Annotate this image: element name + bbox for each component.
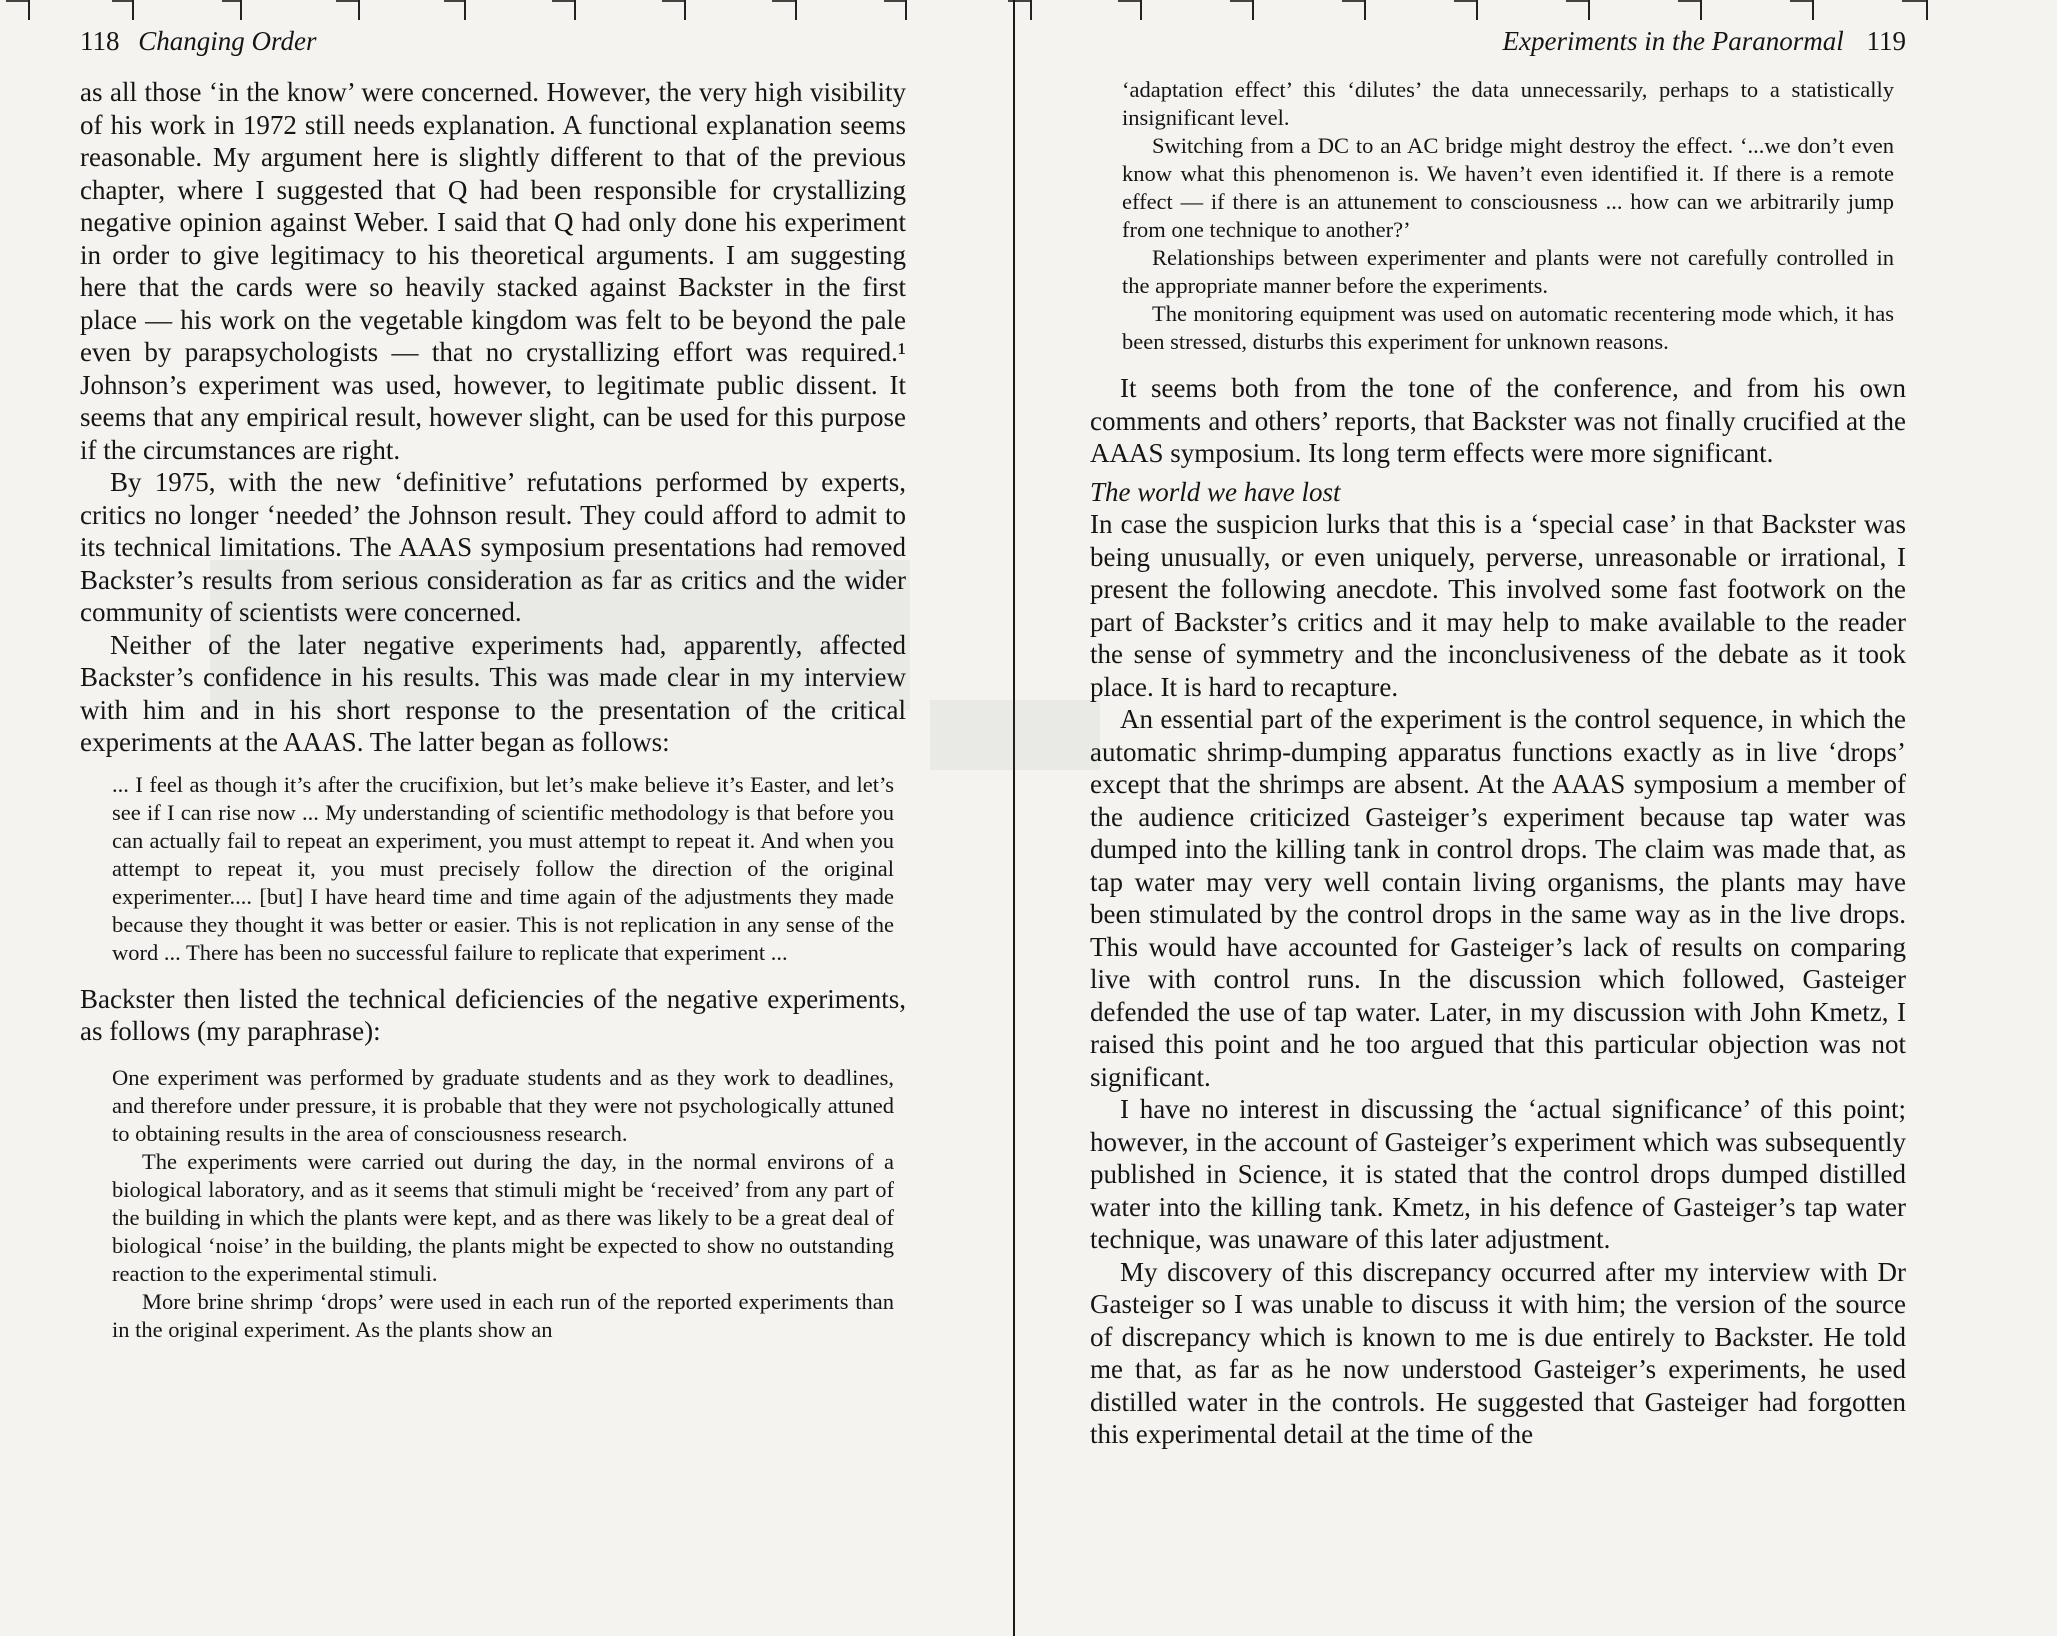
right-page-body [1090,76,1906,1451]
deficiency-list [80,1064,906,1344]
right-page [1090,26,1906,1451]
running-head-title: Changing Order [138,26,317,56]
page-number: 118 [80,26,120,56]
binding-marks [0,0,2057,22]
deficiency-list-continued [1090,76,1906,356]
body-paragraph: In case the suspicion lurks that this is a ‘special case’ in that Backster was being unusually, or even uniquely, perverse, unreasonable or irrational, I present the following anecdote. This involved some fast footwork on the part of Backster’s critics and it may help to make available to the reader the sense of symmetry and the inconclusiveness of the debate as it took place. It is hard to recapture. [1090,509,1906,702]
body-paragraph: By 1975, with the new ‘definitive’ refutations performed by experts, critics no longer ‘needed’ the Johnson result. They could afford to admit to its technical limitations. The AAAS symposium presentations had removed Backster’s results from serious consideration as far as critics and the wider community of scientists were concerned. [80,467,906,627]
body-paragraph: Neither of the later negative experiments had, apparently, affected Backster’s confidence in his results. This was made clear in my interview with him and in his short response to the presentation of the critical experiments at the AAAS. The latter began as follows: [80,629,906,757]
left-page [80,26,906,1344]
body-paragraph: as all those ‘in the know’ were concerned. However, the very high visibility of his work in 1972 still needs explanation. A functional explanation seems reasonable. My argument here is slightly different to that of the previous chapter, where I suggested that Q had been responsible for crystallizing negative opinion against Weber. I said that Q had only done his experiment in order to give legitimacy to his theoretical arguments. I am suggesting here that the cards were so heavily stacked against Backster in the first place — his work on the vegetable kingdom was felt to be beyond the pale even by parapsychologists — that no crystallizing effort was required.¹ Johnson’s experiment was used, however, to legitimate public dissent. It seems that any empirical result, however slight, can be used for this purpose if the circumstances are right. [80,77,906,465]
body-paragraph: Backster then listed the technical deficiencies of the negative experiments, as follows (my paraphrase): [80,983,906,1046]
bleed-through-shadow [930,700,1100,770]
quote-paragraph: One experiment was performed by graduate students and as they work to deadlines, and therefore under pressure, it is probable that they were not psychologically attuned to obtaining results in the area of consciousness research. [112,1064,894,1146]
body-paragraph: It seems both from the tone of the conference, and from his own comments and others’ reports, that Backster was not finally crucified at the AAAS symposium. Its long term effects were more significant. [1090,373,1906,468]
running-head-title: Experiments in the Paranormal [1502,26,1844,56]
quote-paragraph: ‘adaptation effect’ this ‘dilutes’ the data unnecessarily, perhaps to a statistically insignificant level. [1122,77,1894,130]
running-head [80,26,906,66]
body-paragraph: My discovery of this discrepancy occurred after my interview with Dr Gasteiger so I was unable to discuss it with him; the version of the source of discrepancy which is known to me is due entirely to Backster. He told me that, as far as he now understood Gasteiger’s experiments, he used distilled water in the controls. He suggested that Gasteiger had forgotten this experimental detail at the time of the [1090,1256,1906,1449]
left-page-body [80,76,906,1344]
section-subheading: The world we have lost [1090,476,1341,507]
quote-paragraph: The experiments were carried out during the day, in the normal environs of a biological laboratory, and as it seems that stimuli might be ‘received’ from any part of the building in which the plants were kept, and as there was likely to be a great deal of biological ‘noise’ in the building, the plants might be expected to show no outstanding reaction to the experimental stimuli. [112,1148,894,1286]
quote-paragraph: ... I feel as though it’s after the crucifixion, but let’s make believe it’s Easter, and let’s see if I can rise now ... My understanding of scientific methodology is that before you can actually fail to repeat an experiment, you must attempt to repeat it. And when you attempt to repeat it, you must precisely follow the direction of the original experimenter.... [but] I have heard time and time again of the adjustments they made because they thought it was better or easier. This is not replication in any sense of the word ... There has been no successful failure to replicate that experiment ... [112,771,894,965]
quote-paragraph: Relationships between experimenter and plants were not carefully controlled in the appropriate manner before the experiments. [1122,245,1894,298]
book-gutter [1013,0,1015,1636]
quote-paragraph: More brine shrimp ‘drops’ were used in each run of the reported experiments than in the original experiment. As the plants show an [112,1288,894,1342]
body-paragraph: An essential part of the experiment is the control sequence, in which the automatic shrimp-dumping apparatus functions exactly as in live ‘drops’ except that the shrimps are absent. At the AAAS symposium a member of the audience criticized Gasteiger’s experiment because tap water was dumped into the killing tank in control drops. The claim was made that, as tap water may very well contain living organisms, the plants may have been stimulated by the control drops in the same way as in the live drops. This would have accounted for Gasteiger’s lack of results on comparing live with control runs. In the discussion which followed, Gasteiger defended the use of tap water. Later, in my discussion with John Kmetz, I raised this point and he too argued that this particular objection was not significant. [1090,704,1906,1092]
block-quote [80,771,906,967]
body-paragraph: I have no interest in discussing the ‘actual significance’ of this point; however, in the account of Gasteiger’s experiment which was subsequently published in Science, it is stated that the control drops dumped distilled water into the killing tank. Kmetz, in his defence of Gasteiger’s tap water technique, was unaware of this later adjustment. [1090,1094,1906,1254]
quote-paragraph: Switching from a DC to an AC bridge might destroy the effect. ‘...we don’t even know what this phenomenon is. We haven’t even identified it. If there is a remote effect — if there is an attunement to consciousness ... how can we arbitrarily jump from one technique to another?’ [1122,133,1894,242]
quote-paragraph: The monitoring equipment was used on automatic recentering mode which, it has been stressed, disturbs this experiment for unknown reasons. [1122,301,1894,354]
page-number: 119 [1866,26,1906,56]
running-head [1090,26,1906,66]
